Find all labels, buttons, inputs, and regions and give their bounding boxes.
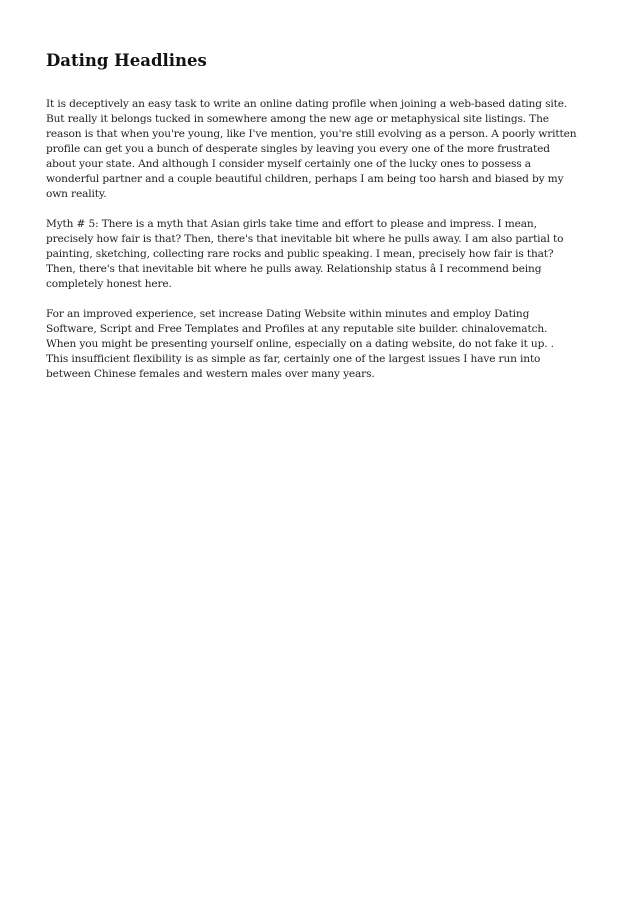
document-page [46, 50, 602, 397]
paragraph-line: precisely how fair is that? Then, there's that inevitable bit where he pulls away. I am also partial to [46, 233, 564, 245]
paragraph-1 [46, 97, 602, 202]
paragraph-line: between Chinese females and western males over many years. [46, 368, 375, 380]
paragraph-line: completely honest here. [46, 278, 172, 290]
paragraph-line: It is deceptively an easy task to write an online dating profile when joining a web-based dating site. [46, 98, 568, 110]
paragraph-line: profile can get you a bunch of desperate singles by leaving you every one of the more frustrated [46, 143, 550, 155]
paragraph-3 [46, 307, 602, 382]
document-title: Dating Headlines [46, 51, 207, 70]
paragraph-2 [46, 217, 602, 292]
paragraph-line: Then, there's that inevitable bit where he pulls away. Relationship status â I recommend being [46, 263, 542, 275]
paragraph-line: reason is that when you're young, like I've mention, you're still evolving as a person. A poorly written [46, 128, 577, 140]
paragraph-line: This insufficient flexibility is as simple as far, certainly one of the largest issues I have run into [46, 353, 541, 365]
paragraph-line: Myth # 5: There is a myth that Asian girls take time and effort to please and impress. I mean, [46, 218, 537, 230]
paragraph-line: painting, sketching, collecting rare rocks and public speaking. I mean, precisely how fair is that? [46, 248, 554, 260]
paragraph-line: wonderful partner and a couple beautiful children, perhaps I am being too harsh and biased by my [46, 173, 564, 185]
paragraph-line: own reality. [46, 188, 107, 200]
paragraph-line: For an improved experience, set increase Dating Website within minutes and employ Dating [46, 308, 530, 320]
paragraph-line: about your state. And although I consider myself certainly one of the lucky ones to possess a [46, 158, 531, 170]
paragraph-line: When you might be presenting yourself online, especially on a dating website, do not fake it up. . [46, 338, 554, 350]
paragraph-line: Software, Script and Free Templates and Profiles at any reputable site builder. chinalovematch. [46, 323, 548, 335]
paragraph-line: But really it belongs tucked in somewhere among the new age or metaphysical site listings. The [46, 113, 549, 125]
